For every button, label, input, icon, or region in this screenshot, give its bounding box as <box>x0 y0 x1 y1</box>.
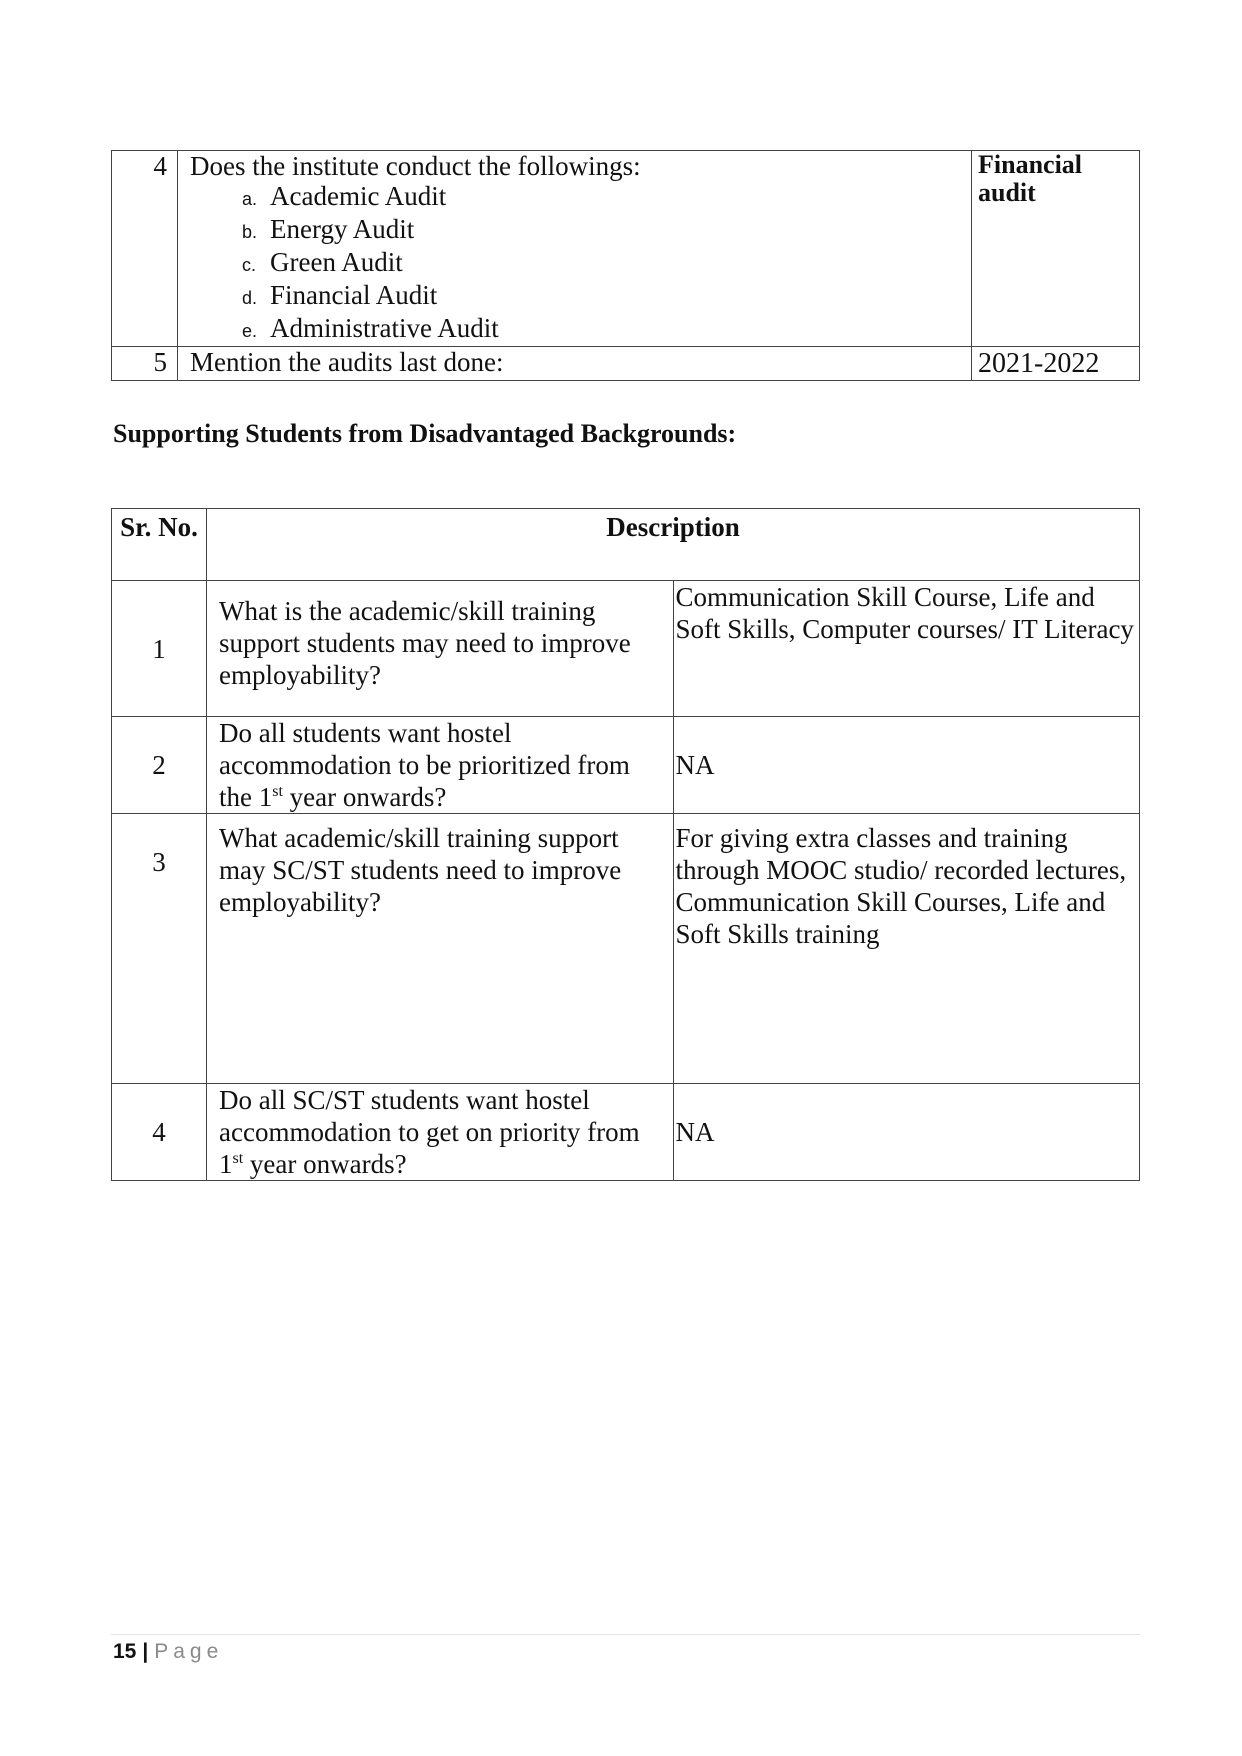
footer-divider <box>111 1634 1140 1635</box>
answer-cell: Financial audit <box>972 151 1140 347</box>
option-letter: a. <box>242 189 258 209</box>
question-text: Do all students want hostel accommodation to be prioritized from the 1 <box>219 718 630 812</box>
question-cell <box>207 1084 674 1181</box>
page-label: Page <box>154 1640 224 1663</box>
option-letter: c. <box>242 255 257 275</box>
question-text-end: year onwards? <box>243 1149 407 1179</box>
list-item <box>242 181 971 214</box>
question-text-end: year onwards? <box>282 782 447 812</box>
row-number: 4 <box>112 151 178 347</box>
ordinal-suffix: st <box>232 1150 244 1167</box>
page-footer <box>113 1640 223 1664</box>
footer-separator: | <box>142 1640 149 1663</box>
section-heading: Supporting Students from Disadvantaged Backgrounds: <box>113 419 737 448</box>
sr-number: 2 <box>112 717 207 814</box>
table-row <box>112 1084 1140 1181</box>
answer-cell: For giving extra classes and training through MOOC studio/ recorded lectures, Communication Skill Courses, Life and Soft Skills training <box>673 814 1140 1084</box>
table-row <box>112 814 1140 1084</box>
question-cell <box>207 717 674 814</box>
answer-cell: NA <box>673 717 1140 814</box>
list-item <box>242 280 971 313</box>
list-item <box>242 313 971 346</box>
sr-number: 4 <box>112 1084 207 1181</box>
question-text: Do all SC/ST students want hostel accommodation to get on priority from 1 <box>219 1085 640 1179</box>
answer-cell: NA <box>673 1084 1140 1181</box>
support-table <box>111 508 1140 1181</box>
sr-no-header: Sr. No. <box>112 509 207 581</box>
sr-number: 3 <box>112 814 207 1084</box>
option-text: Financial Audit <box>270 280 438 310</box>
question-cell <box>178 151 972 347</box>
option-text: Energy Audit <box>270 214 415 244</box>
option-text: Academic Audit <box>270 181 447 211</box>
option-letter: b. <box>242 222 258 242</box>
question-text: Mention the audits last done: <box>178 347 972 381</box>
answer-cell: Communication Skill Course, Life and Soft Skills, Computer courses/ IT Literacy <box>673 581 1140 717</box>
option-text: Green Audit <box>270 247 403 277</box>
audit-table <box>111 150 1140 381</box>
page-number: 15 <box>113 1640 137 1663</box>
answer-cell: 2021-2022 <box>972 347 1140 381</box>
question-cell: What academic/skill training support may SC/ST students need to improve employability? <box>207 814 674 1084</box>
question-text: Does the institute conduct the followings: <box>190 151 641 181</box>
sr-number: 1 <box>112 581 207 717</box>
option-text: Administrative Audit <box>270 313 499 343</box>
option-letter: d. <box>242 288 258 308</box>
table-row <box>112 151 1140 347</box>
table-row <box>112 717 1140 814</box>
table-row <box>112 581 1140 717</box>
table-row <box>112 347 1140 381</box>
list-item <box>242 214 971 247</box>
ordinal-suffix: st <box>272 783 283 800</box>
header-row <box>112 509 1140 581</box>
description-header: Description <box>207 509 1140 581</box>
audit-options-list <box>190 181 971 346</box>
row-number: 5 <box>112 347 178 381</box>
list-item <box>242 247 971 280</box>
option-letter: e. <box>242 321 258 341</box>
question-cell: What is the academic/skill training support students may need to improve employability? <box>207 581 674 717</box>
